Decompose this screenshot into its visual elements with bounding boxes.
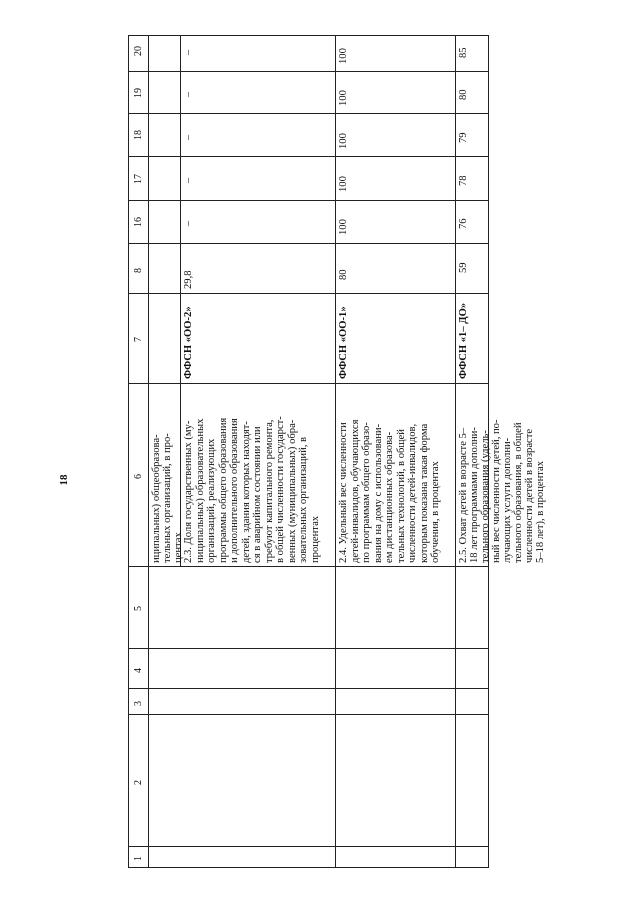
column-header-7: 7 xyxy=(133,337,144,342)
value-2-3-20: – xyxy=(183,50,194,55)
indicator-2-4-line: численности детей-инвалидов, xyxy=(407,423,418,563)
indicator-2-5-line: тельного образования (удель- xyxy=(480,430,491,563)
indicator-2-4-line: тельных технологий, в общей xyxy=(396,429,407,563)
value-2-5-17: 78 xyxy=(458,175,469,186)
column-header-16: 16 xyxy=(133,217,144,227)
indicator-2-3-line: процентах xyxy=(310,515,321,563)
base-value-2-3: 29,8 xyxy=(183,270,194,289)
page-number: 18 xyxy=(58,474,70,486)
indicator-2-3-line: в общей численности государст- xyxy=(275,416,286,563)
value-2-5-16: 76 xyxy=(458,218,469,229)
indicator-2-4-line: детей-инвалидов, обучающихся xyxy=(350,419,361,563)
indicator-2-4-line: 2.4. Удельный вес численности xyxy=(338,422,349,563)
value-2-3-19: – xyxy=(183,92,194,97)
column-header-1: 1 xyxy=(133,856,144,861)
form-2-3: ФФСН «ОО-2» xyxy=(183,306,194,379)
indicator-2-5-line: ный вес численности детей, по- xyxy=(491,419,502,563)
column-header-8: 8 xyxy=(133,268,144,273)
indicator-2-4-line: вания на дому с использовани- xyxy=(373,423,384,563)
indicator-2-5-line: численности детей в возрасте xyxy=(524,428,535,563)
indicator-2-3-line: венных (муниципальных) обра- xyxy=(287,419,298,563)
indicator-2-3-line: ся в аварийном состоянии или xyxy=(252,426,263,563)
column-header-6: 6 xyxy=(133,474,144,479)
indicator-continuation-line: центах xyxy=(173,532,184,563)
indicator-continuation-line: иципальных) общеобразова- xyxy=(151,434,162,563)
value-2-5-19: 80 xyxy=(458,89,469,100)
indicator-2-4-line: которым показана такая форма xyxy=(419,423,430,563)
indicator-2-5-line: 18 лет программами дополни- xyxy=(469,427,480,563)
form-2-5: ФФСН «1– ДО» xyxy=(458,302,469,379)
value-2-4-19: 100 xyxy=(338,90,349,106)
indicator-2-3-line: детей, здания которых находят- xyxy=(241,421,252,563)
indicator-2-4-line: обучения, в процентах xyxy=(430,461,441,563)
value-2-4-18: 100 xyxy=(338,133,349,149)
column-header-5: 5 xyxy=(133,606,144,611)
value-2-5-18: 79 xyxy=(458,132,469,143)
column-header-18: 18 xyxy=(133,130,144,140)
value-2-3-18: – xyxy=(183,135,194,140)
value-2-5-20: 85 xyxy=(458,47,469,58)
base-value-2-4: 80 xyxy=(338,269,349,280)
form-2-4: ФФСН «ОО-1» xyxy=(338,306,349,379)
indicator-2-3-line: организаций, реализующих xyxy=(206,438,217,563)
value-2-4-17: 100 xyxy=(338,176,349,192)
indicator-2-5-line: тельного образования, в общей xyxy=(513,422,524,563)
column-header-4: 4 xyxy=(133,668,144,673)
indicator-continuation-line: тельных организаций, в про- xyxy=(162,433,173,563)
indicator-2-5-line: 5–18 лет), в процентах xyxy=(535,461,546,563)
column-header-19: 19 xyxy=(133,88,144,98)
indicator-2-3-line: и дополнительного образования xyxy=(229,418,240,563)
value-2-3-16: – xyxy=(183,221,194,226)
indicator-2-3-line: 2.3. Доля государственных (му- xyxy=(183,420,194,563)
base-value-2-5: 59 xyxy=(458,262,469,273)
indicator-2-4-line: ем дистанционных образова- xyxy=(384,431,395,563)
indicator-2-3-line: требуют капитального ремонта, xyxy=(264,419,275,563)
indicator-2-3-line: зовательных организаций, в xyxy=(298,436,309,563)
indicator-2-4-line: по программам общего образо- xyxy=(361,422,372,563)
value-2-4-16: 100 xyxy=(338,219,349,235)
indicator-2-3-line: программы общего образования xyxy=(218,417,229,563)
indicator-2-3-line: ниципальных) образовательных xyxy=(195,418,206,563)
column-header-3: 3 xyxy=(133,701,144,706)
column-header-20: 20 xyxy=(133,46,144,56)
value-2-4-20: 100 xyxy=(338,48,349,64)
indicator-2-5-line: 2.5. Охват детей в возрасте 5– xyxy=(458,427,469,563)
column-header-17: 17 xyxy=(133,174,144,184)
value-2-3-17: – xyxy=(183,178,194,183)
column-header-2: 2 xyxy=(133,780,144,785)
indicator-2-5-line: лучающих услуги дополни- xyxy=(502,437,513,563)
